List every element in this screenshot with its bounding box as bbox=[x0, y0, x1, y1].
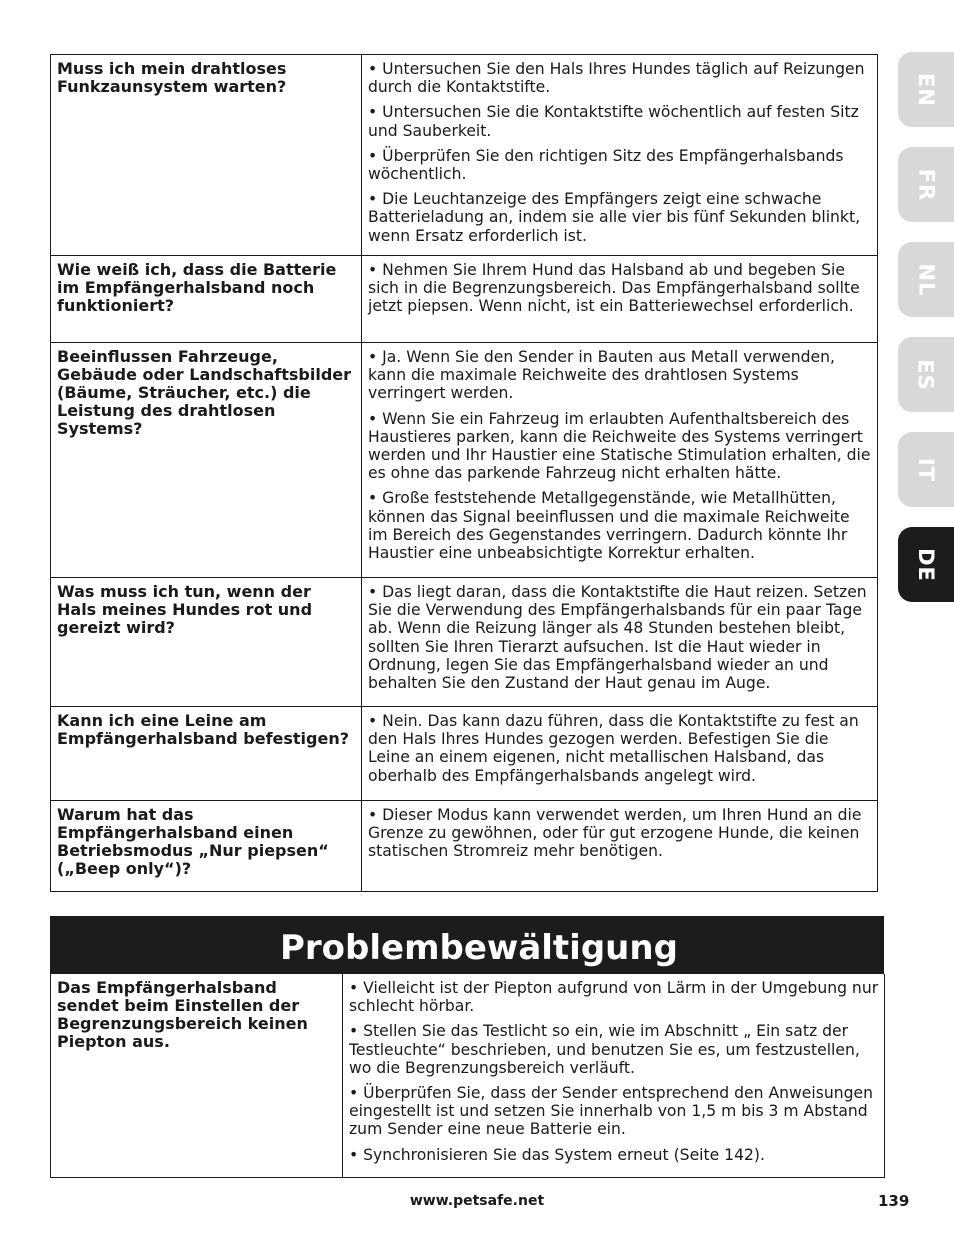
troubleshooting-solution-item: • Überprüfen Sie, dass der Sender entsprechend den Anweisungen eingestellt ist und setzen Sie innerhalb von 1,5 m bis 3 m Abstand zum Sender eine neue Batterie ein. bbox=[349, 1084, 873, 1139]
faq-answer bbox=[362, 256, 878, 343]
faq-question: Kann ich eine Leine am Empfängerhalsband befestigen? bbox=[51, 707, 362, 801]
troubleshooting-section bbox=[50, 916, 884, 1178]
faq-answer bbox=[362, 343, 878, 578]
faq-answer-item: • Untersuchen Sie die Kontaktstifte wöchentlich auf festen Sitz und Sauberkeit. bbox=[368, 103, 859, 140]
faq-table bbox=[50, 54, 878, 892]
faq-answer bbox=[362, 707, 878, 801]
faq-row bbox=[51, 55, 878, 256]
language-tab-label: NL bbox=[914, 263, 938, 296]
footer-url: www.petsafe.net bbox=[409, 1193, 545, 1209]
language-tab-nl[interactable] bbox=[898, 242, 954, 317]
faq-answer-item: • Untersuchen Sie den Hals Ihres Hundes täglich auf Reizungen durch die Kontaktstifte. bbox=[368, 60, 865, 97]
faq-answer-item: • Überprüfen Sie den richtigen Sitz des Empfängerhalsbands wöchentlich. bbox=[368, 146, 844, 184]
troubleshooting-problem: Das Empfängerhalsband sendet beim Einstellen der Begrenzungsbereich keinen Piepton aus. bbox=[51, 974, 343, 1178]
troubleshooting-title: Problembewältigung bbox=[50, 916, 884, 974]
faq-answer bbox=[362, 801, 878, 892]
troubleshooting-solution-item: • Vielleicht ist der Piepton aufgrund von Lärm in der Umgebung nur schlecht hörbar. bbox=[349, 979, 879, 1016]
faq-answer-item: • Wenn Sie ein Fahrzeug im erlaubten Aufenthaltsbereich des Haustieres parken, kann die Reichweite des Systems verringert werden und Ihr Haustier eine Statische Stimulation erhalten, die es ohne das parkende Fahrzeug nicht erhalten hätte. bbox=[368, 409, 871, 483]
faq-answer bbox=[362, 578, 878, 707]
troubleshooting-row bbox=[51, 974, 885, 1178]
faq-answer-item: • Dieser Modus kann verwendet werden, um Ihren Hund an die Grenze zu gewöhnen, oder für gut erzogene Hunde, die keinen statischen Stromreiz mehr benötigen. bbox=[368, 806, 862, 861]
faq-answer-item: • Nein. Das kann dazu führen, dass die Kontaktstifte zu fest an den Hals Ihres Hundes gezogen werden. Befestigen Sie die Leine an einem eigenen, nicht metallischen Halsband, das oberhalb des Empfängerhalsbands angelegt wird. bbox=[368, 712, 859, 785]
language-tab-label: DE bbox=[914, 547, 938, 582]
faq-row bbox=[51, 707, 878, 801]
faq-row bbox=[51, 343, 878, 578]
troubleshooting-solution-item: • Synchronisieren Sie das System erneut (Seite 142). bbox=[349, 1145, 765, 1164]
language-tab-label: FR bbox=[913, 168, 938, 201]
faq-row bbox=[51, 801, 878, 892]
faq-answer-item: • Das liegt daran, dass die Kontaktstifte die Haut reizen. Setzen Sie die Verwendung des Empfängerhalsbands für ein paar Tage ab. Wenn die Reizung länger als 48 Stunden bestehen bleibt, sollten Sie Ihren Tierarzt aufsuchen. Ist die Haut wieder in Ordnung, legen Sie das Empfängerhalsband wieder an und behalten Sie den Zustand der Haut genau im Auge. bbox=[368, 583, 867, 693]
faq-row bbox=[51, 578, 878, 707]
language-tab-label: IT bbox=[913, 457, 938, 482]
language-tab-it[interactable] bbox=[898, 432, 954, 507]
faq-answer-item: • Ja. Wenn Sie den Sender in Bauten aus Metall verwenden, kann die maximale Reichweite des drahtlosen Systems verringert werden. bbox=[368, 348, 835, 403]
faq-question: Warum hat das Empfängerhalsband einen Betriebsmodus „Nur piepsen“ („Beep only“)? bbox=[51, 801, 362, 892]
faq-answer-item: • Nehmen Sie Ihrem Hund das Halsband ab und begeben Sie sich in die Begrenzungsbereich. Das Empfängerhalsband sollte jetzt piepsen. Wenn nicht, ist ein Batteriewechsel erforderlich. bbox=[368, 261, 860, 316]
faq-row bbox=[51, 256, 878, 343]
language-tab-de[interactable] bbox=[898, 527, 954, 602]
faq-question: Was muss ich tun, wenn der Hals meines Hundes rot und gereizt wird? bbox=[51, 578, 362, 707]
faq-answer-item: • Große feststehende Metallgegenstände, wie Metallhütten, können das Signal beeinflussen und die maximale Reichweite im Bereich des Gegenstandes verringern. Dadurch könnte Ihr Haustier eine unbeabsichtigte Korrektur erhalten. bbox=[368, 489, 850, 563]
troubleshooting-solution-item: • Stellen Sie das Testlicht so ein, wie im Abschnitt „ Ein satz der Testleuchte“ beschrieben, und benutzen Sie es, um festzustellen, wo die Begrenzungsbereich verläuft. bbox=[349, 1022, 860, 1077]
troubleshooting-solutions bbox=[343, 974, 885, 1178]
faq-question: Muss ich mein drahtloses Funkzaunsystem warten? bbox=[51, 55, 362, 256]
language-tab-fr[interactable] bbox=[898, 147, 954, 222]
faq-question: Beeinflussen Fahrzeuge, Gebäude oder Landschaftsbilder (Bäume, Sträucher, etc.) die Leistung des drahtlosen Systems? bbox=[51, 343, 362, 578]
faq-answer-item: • Die Leuchtanzeige des Empfängers zeigt eine schwache Batterieladung an, indem sie alle vier bis fünf Sekunden blinkt, wenn Ersatz erforderlich ist. bbox=[368, 190, 861, 245]
language-tab-label: ES bbox=[913, 358, 938, 391]
page-number: 139 bbox=[878, 1192, 910, 1210]
faq-answer bbox=[362, 55, 878, 256]
language-tab-en[interactable] bbox=[898, 52, 954, 127]
faq-question: Wie weiß ich, dass die Batterie im Empfängerhalsband noch funktioniert? bbox=[51, 256, 362, 343]
language-tab-es[interactable] bbox=[898, 337, 954, 412]
language-tab-label: EN bbox=[913, 72, 938, 107]
troubleshooting-table bbox=[50, 974, 885, 1178]
